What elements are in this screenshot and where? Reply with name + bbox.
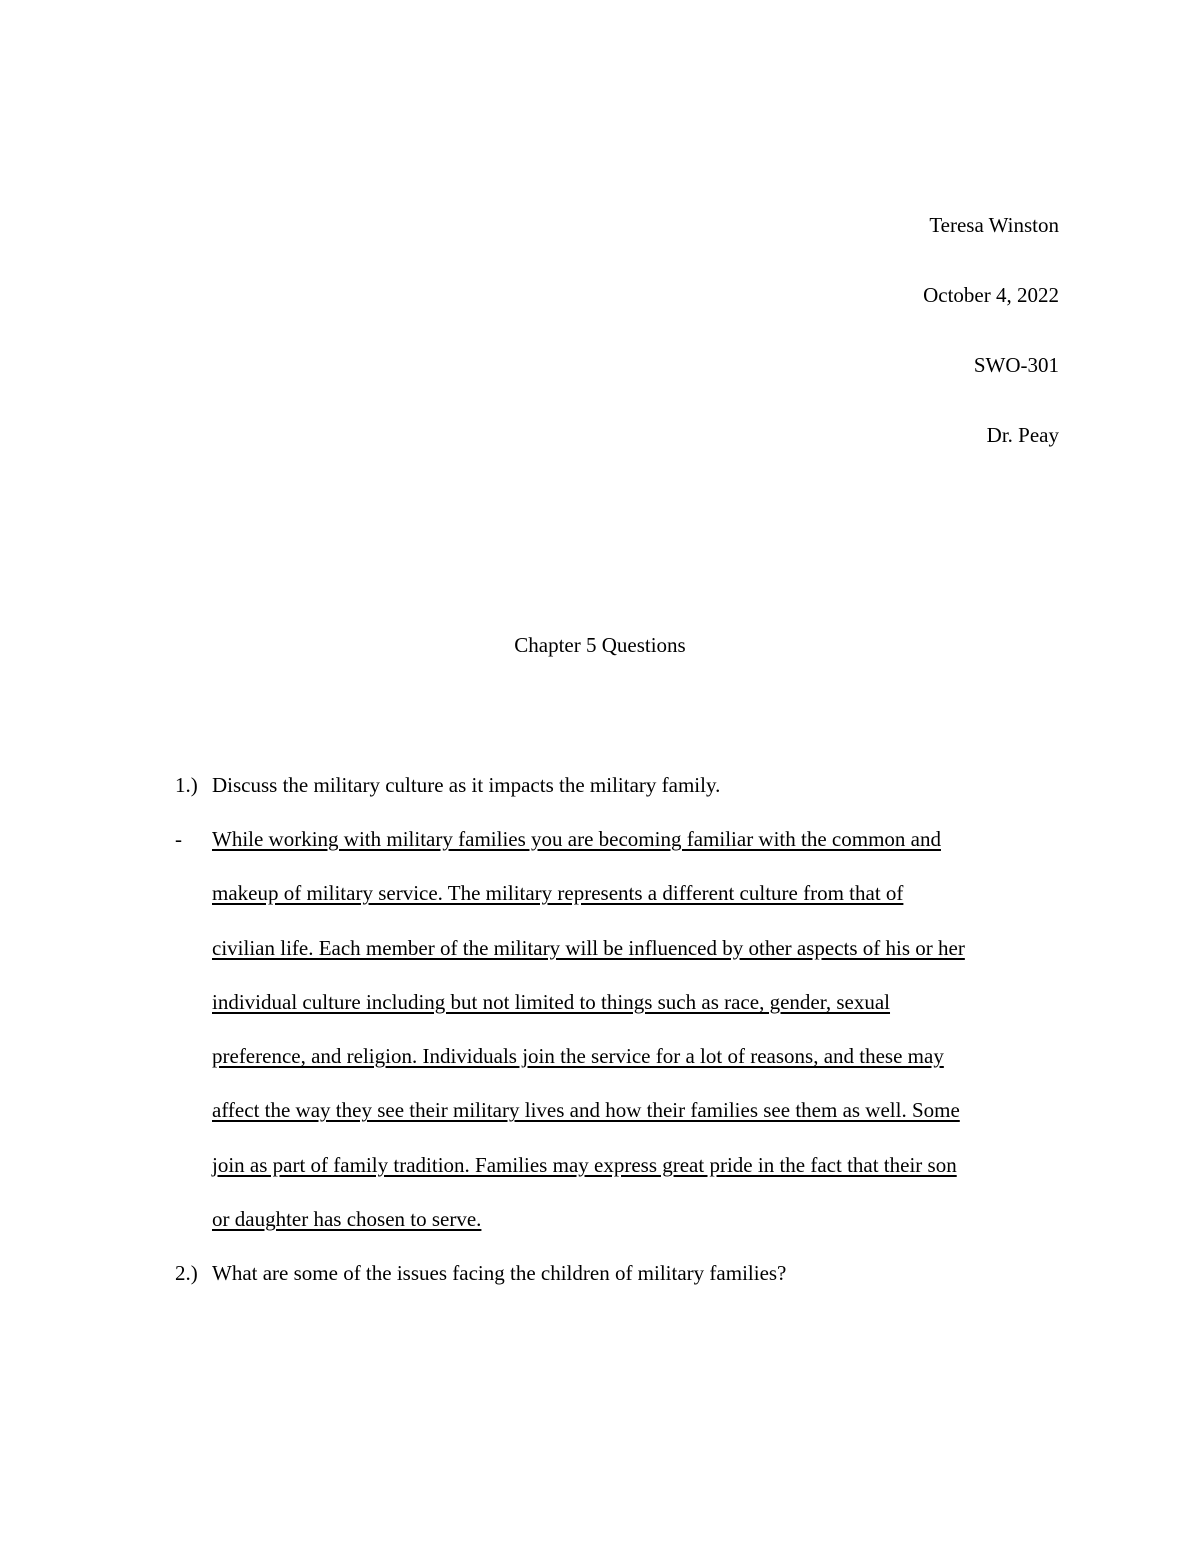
- instructor-name: Dr. Peay: [986, 423, 1059, 447]
- question-number: 2.): [175, 1261, 198, 1285]
- course-code: SWO-301: [973, 353, 1059, 377]
- header-block: [923, 208, 1059, 488]
- answer-line: affect the way they see their military lives and how their families see them as well. Some: [212, 1098, 960, 1123]
- answer-line: While working with military families you are becoming familiar with the common and: [212, 827, 941, 851]
- answer-line: or daughter has chosen to serve.: [212, 1207, 482, 1232]
- assignment-date: October 4, 2022: [923, 283, 1059, 307]
- answer-line: join as part of family tradition. Families may express great pride in the fact that their son: [212, 1152, 957, 1177]
- question-number: 1.): [175, 773, 198, 797]
- answer-line: preference, and religion. Individuals join the service for a lot of reasons, and these may: [212, 1044, 944, 1069]
- document-title: Chapter 5 Questions: [514, 633, 686, 657]
- question-1: [175, 770, 720, 800]
- student-name: Teresa Winston: [929, 213, 1059, 237]
- answer-line: civilian life. Each member of the military will be influenced by other aspects of his or her: [212, 935, 965, 960]
- question-text: What are some of the issues facing the children of military families?: [212, 1261, 787, 1285]
- question-text: Discuss the military culture as it impacts the military family.: [212, 773, 721, 797]
- answer-bullet: -: [175, 827, 182, 851]
- answer-line: makeup of military service. The military represents a different culture from that of: [212, 881, 904, 906]
- answer-line: individual culture including but not limited to things such as race, gender, sexual: [212, 989, 891, 1014]
- question-2: [175, 1258, 786, 1288]
- answer-1: [212, 824, 1062, 1258]
